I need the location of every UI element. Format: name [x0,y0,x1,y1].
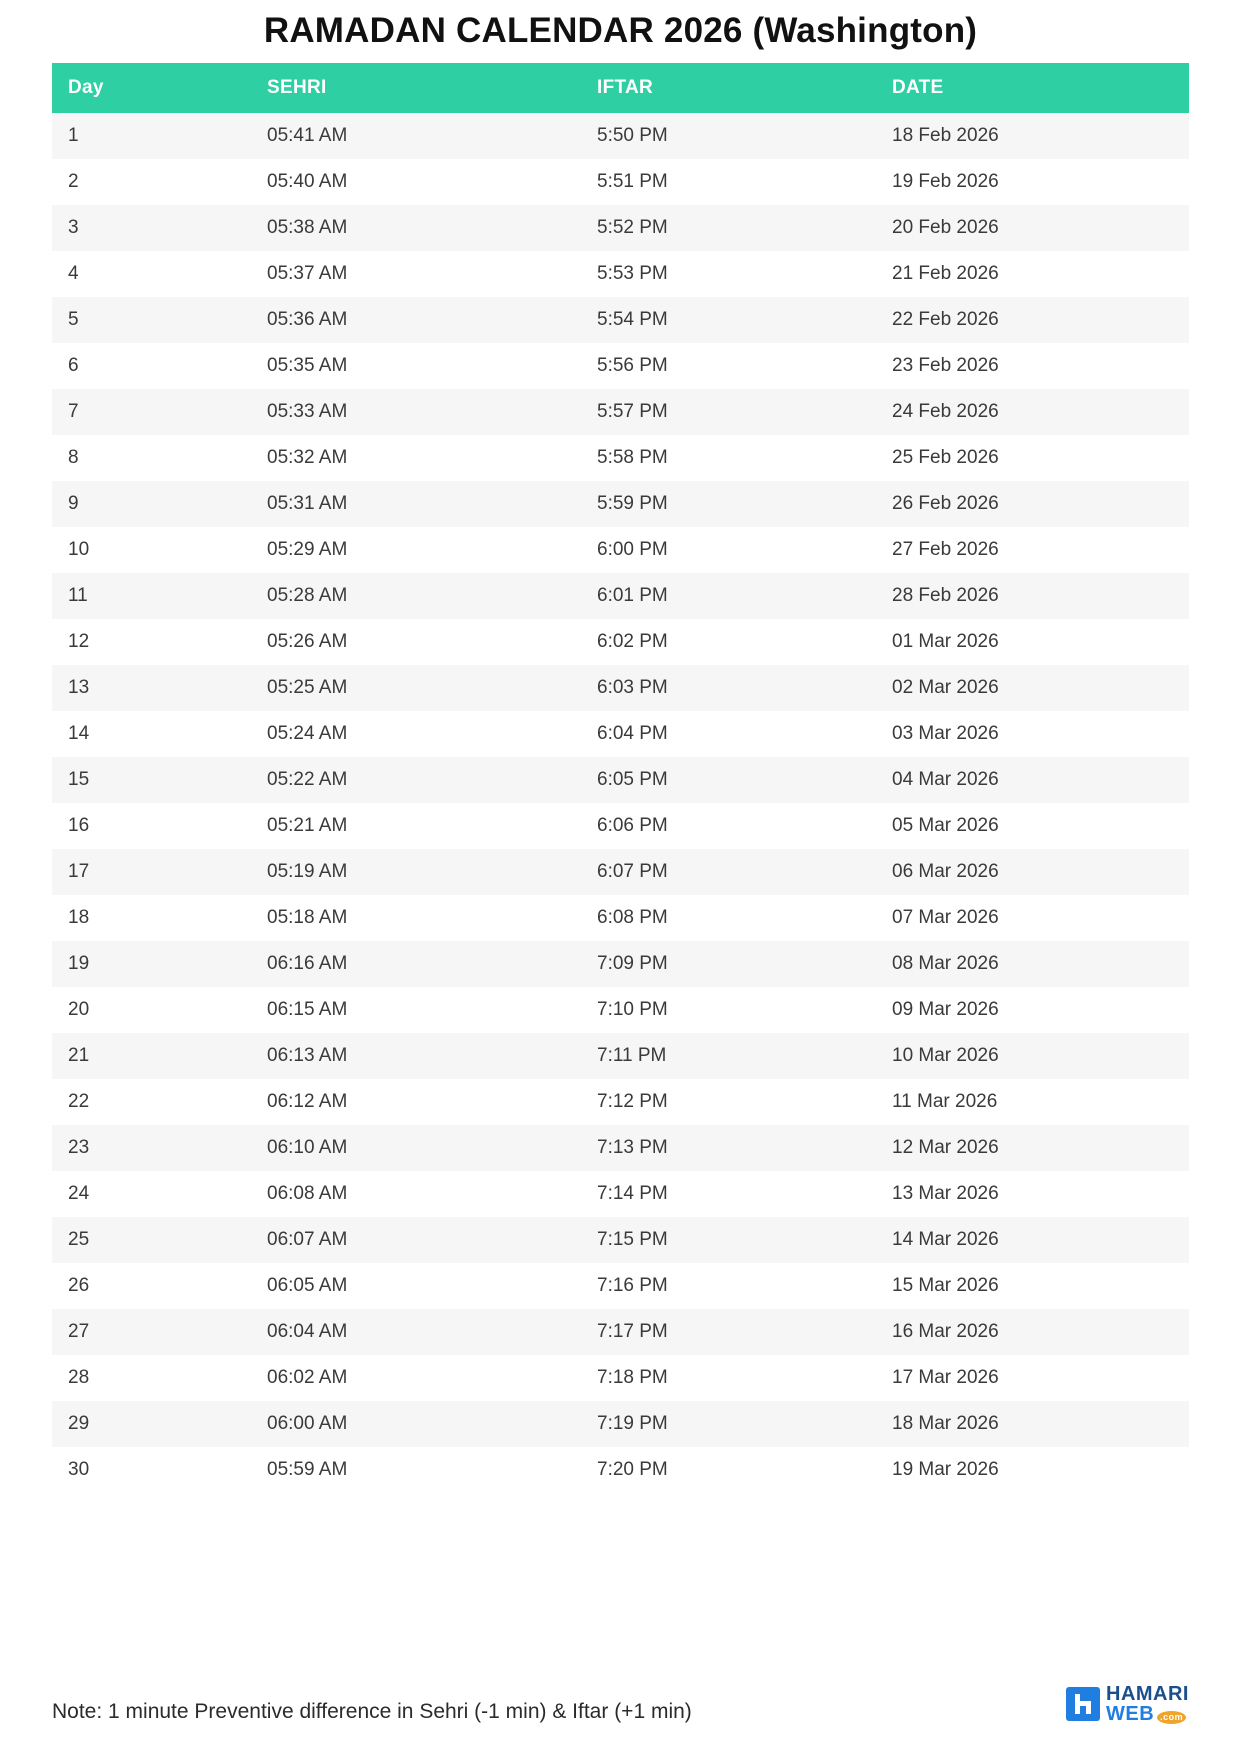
cell-day: 11 [68,584,88,606]
hamariweb-logo [1066,1684,1189,1724]
table-row [52,1079,1189,1125]
cell-iftar: 5:56 PM [597,354,668,376]
cell-iftar: 5:52 PM [597,216,668,238]
table-body [52,113,1189,1493]
table-row [52,573,1189,619]
table-row [52,665,1189,711]
cell-sehri: 06:07 AM [267,1228,348,1250]
cell-sehri: 06:15 AM [267,998,348,1020]
cell-day: 18 [68,906,90,928]
cell-day: 10 [68,538,90,560]
cell-sehri: 06:05 AM [267,1274,348,1296]
cell-day: 8 [68,446,79,468]
table-row [52,1217,1189,1263]
cell-sehri: 05:19 AM [267,860,348,882]
cell-iftar: 7:18 PM [597,1366,668,1388]
cell-sehri: 05:38 AM [267,216,348,238]
cell-sehri: 05:22 AM [267,768,348,790]
cell-day: 25 [68,1228,90,1250]
cell-iftar: 7:15 PM [597,1228,668,1250]
cell-day: 21 [68,1044,90,1066]
logo-dotcom-badge: .com [1157,1711,1186,1724]
cell-day: 6 [68,354,79,376]
table-row [52,1033,1189,1079]
table-row [52,619,1189,665]
cell-sehri: 05:21 AM [267,814,348,836]
cell-day: 28 [68,1366,90,1388]
table-header-row [52,63,1189,113]
cell-sehri: 05:25 AM [267,676,348,698]
cell-day: 7 [68,400,79,422]
cell-day: 29 [68,1412,90,1434]
cell-iftar: 5:57 PM [597,400,668,422]
cell-day: 16 [68,814,90,836]
cell-day: 15 [68,768,90,790]
cell-iftar: 5:51 PM [597,170,668,192]
cell-date: 20 Feb 2026 [892,216,999,238]
cell-sehri: 05:36 AM [267,308,348,330]
table-row [52,251,1189,297]
cell-sehri: 06:10 AM [267,1136,348,1158]
table-row [52,113,1189,159]
table-row [52,1125,1189,1171]
cell-iftar: 7:13 PM [597,1136,668,1158]
cell-date: 12 Mar 2026 [892,1136,999,1158]
cell-iftar: 5:58 PM [597,446,668,468]
table-row [52,757,1189,803]
table-row [52,205,1189,251]
table-row [52,435,1189,481]
column-header-day: Day [52,63,253,113]
cell-date: 19 Feb 2026 [892,170,999,192]
cell-iftar: 5:59 PM [597,492,668,514]
table-row [52,1401,1189,1447]
cell-date: 13 Mar 2026 [892,1182,999,1204]
cell-day: 3 [68,216,79,238]
cell-date: 18 Mar 2026 [892,1412,999,1434]
cell-sehri: 05:28 AM [267,584,348,606]
cell-iftar: 6:07 PM [597,860,668,882]
cell-iftar: 6:04 PM [597,722,668,744]
cell-day: 5 [68,308,79,330]
cell-iftar: 7:12 PM [597,1090,668,1112]
column-header-sehri: SEHRI [253,63,587,113]
cell-date: 01 Mar 2026 [892,630,999,652]
cell-iftar: 6:03 PM [597,676,668,698]
cell-sehri: 06:08 AM [267,1182,348,1204]
table-row [52,895,1189,941]
cell-sehri: 06:16 AM [267,952,348,974]
cell-sehri: 05:33 AM [267,400,348,422]
cell-day: 14 [68,722,90,744]
cell-iftar: 7:16 PM [597,1274,668,1296]
footer-note: Note: 1 minute Preventive difference in Sehri (-1 min) & Iftar (+1 min) [52,1699,692,1723]
cell-day: 27 [68,1320,90,1342]
cell-iftar: 7:20 PM [597,1458,668,1480]
cell-day: 26 [68,1274,90,1296]
cell-day: 30 [68,1458,90,1480]
table-row [52,987,1189,1033]
cell-iftar: 5:54 PM [597,308,668,330]
cell-day: 19 [68,952,90,974]
cell-sehri: 05:26 AM [267,630,348,652]
cell-iftar: 7:14 PM [597,1182,668,1204]
cell-sehri: 06:02 AM [267,1366,348,1388]
cell-sehri: 05:37 AM [267,262,348,284]
cell-date: 06 Mar 2026 [892,860,999,882]
cell-day: 9 [68,492,79,514]
cell-iftar: 6:06 PM [597,814,668,836]
page-title: RAMADAN CALENDAR 2026 (Washington) [263,11,978,50]
cell-sehri: 05:29 AM [267,538,348,560]
cell-date: 09 Mar 2026 [892,998,999,1020]
cell-iftar: 7:10 PM [597,998,668,1020]
cell-date: 27 Feb 2026 [892,538,999,560]
column-header-iftar: IFTAR [587,63,882,113]
ramadan-calendar-table [52,63,1189,1493]
cell-date: 08 Mar 2026 [892,952,999,974]
cell-day: 4 [68,262,79,284]
cell-day: 22 [68,1090,90,1112]
cell-date: 17 Mar 2026 [892,1366,999,1388]
table-row [52,1171,1189,1217]
cell-date: 02 Mar 2026 [892,676,999,698]
cell-iftar: 6:08 PM [597,906,668,928]
footer [52,1684,1189,1724]
cell-date: 10 Mar 2026 [892,1044,999,1066]
logo-text-bottom [1106,1704,1189,1724]
cell-sehri: 05:35 AM [267,354,348,376]
table-row [52,941,1189,987]
cell-iftar: 6:02 PM [597,630,668,652]
logo-text-top: HAMARI [1106,1683,1189,1705]
table-row [52,389,1189,435]
cell-sehri: 06:13 AM [267,1044,348,1066]
cell-day: 1 [68,124,79,146]
cell-date: 07 Mar 2026 [892,906,999,928]
table-row [52,481,1189,527]
cell-sehri: 06:04 AM [267,1320,348,1342]
cell-iftar: 5:53 PM [597,262,668,284]
table-header [52,63,1189,113]
table-row [52,1447,1189,1493]
cell-day: 13 [68,676,90,698]
cell-date: 24 Feb 2026 [892,400,999,422]
cell-day: 20 [68,998,90,1020]
cell-date: 16 Mar 2026 [892,1320,999,1342]
cell-sehri: 05:41 AM [267,124,348,146]
table-row [52,527,1189,573]
table-row [52,849,1189,895]
cell-sehri: 05:18 AM [267,906,348,928]
cell-sehri: 06:00 AM [267,1412,348,1434]
table-row [52,803,1189,849]
cell-date: 04 Mar 2026 [892,768,999,790]
cell-date: 14 Mar 2026 [892,1228,999,1250]
logo-mark-icon [1066,1687,1100,1721]
cell-day: 2 [68,170,79,192]
cell-sehri: 06:12 AM [267,1090,348,1112]
cell-day: 23 [68,1136,90,1158]
cell-date: 11 Mar 2026 [892,1090,998,1112]
cell-date: 03 Mar 2026 [892,722,999,744]
table-row [52,159,1189,205]
cell-date: 05 Mar 2026 [892,814,999,836]
cell-sehri: 05:32 AM [267,446,348,468]
cell-sehri: 05:59 AM [267,1458,348,1480]
cell-sehri: 05:24 AM [267,722,348,744]
table-row [52,711,1189,757]
cell-day: 24 [68,1182,90,1204]
cell-iftar: 7:19 PM [597,1412,668,1434]
cell-iftar: 6:05 PM [597,768,668,790]
cell-date: 18 Feb 2026 [892,124,999,146]
cell-date: 21 Feb 2026 [892,262,999,284]
cell-date: 23 Feb 2026 [892,354,999,376]
table-row [52,1355,1189,1401]
cell-date: 26 Feb 2026 [892,492,999,514]
cell-date: 15 Mar 2026 [892,1274,999,1296]
cell-day: 17 [68,860,90,882]
cell-iftar: 6:00 PM [597,538,668,560]
cell-date: 25 Feb 2026 [892,446,999,468]
table-row [52,1309,1189,1355]
cell-iftar: 7:17 PM [597,1320,668,1342]
cell-iftar: 7:09 PM [597,952,668,974]
cell-date: 28 Feb 2026 [892,584,999,606]
cell-iftar: 5:50 PM [597,124,668,146]
column-header-date: DATE [882,63,1189,113]
cell-date: 22 Feb 2026 [892,308,999,330]
cell-iftar: 6:01 PM [597,584,668,606]
table-row [52,1263,1189,1309]
table-row [52,343,1189,389]
cell-date: 19 Mar 2026 [892,1458,999,1480]
cell-sehri: 05:40 AM [267,170,348,192]
cell-day: 12 [68,630,90,652]
cell-sehri: 05:31 AM [267,492,348,514]
logo-text [1106,1684,1189,1724]
table-row [52,297,1189,343]
logo-text-web: WEB [1106,1703,1155,1725]
cell-iftar: 7:11 PM [597,1044,667,1066]
